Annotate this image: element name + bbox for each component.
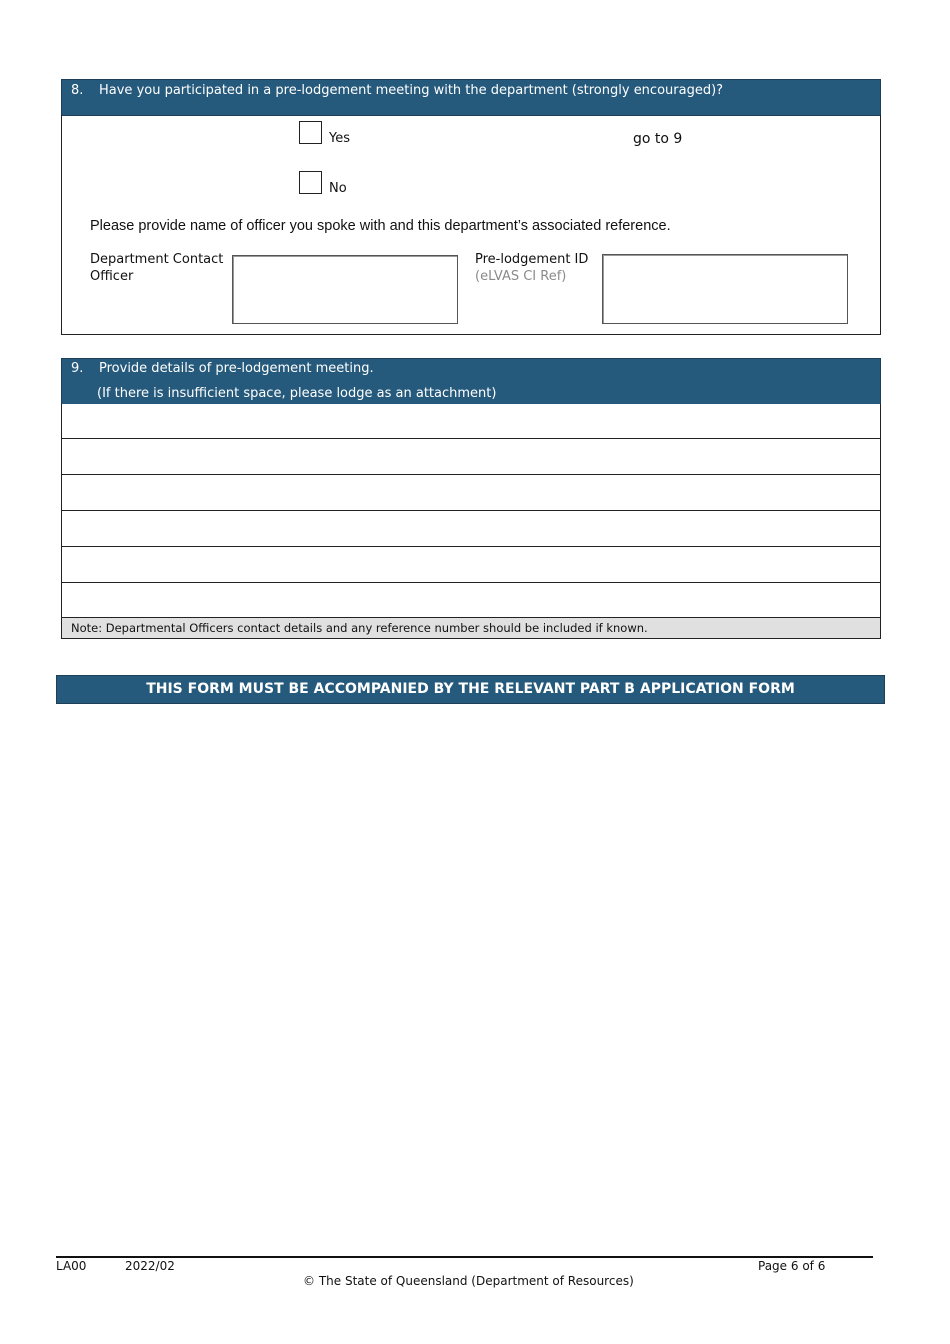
details-line[interactable]: [61, 511, 881, 547]
footer-page-number: Page 6 of 6: [758, 1259, 826, 1273]
details-line[interactable]: [61, 475, 881, 511]
footer-version: 2022/02: [125, 1259, 175, 1273]
prelodgement-id-label-text: Pre-lodgement ID: [475, 252, 589, 267]
no-label: No: [329, 181, 347, 196]
contact-officer-label-text: Department Contact Officer: [90, 252, 224, 284]
details-line[interactable]: [61, 439, 881, 475]
section-9-subtext: (If there is insufficient space, please lodge as an attachment): [97, 386, 497, 401]
contact-officer-label: [90, 251, 228, 285]
section-9-note: Note: Departmental Officers contact details and any reference number should be included if known.: [61, 617, 881, 639]
section-9-question: Provide details of pre-lodgement meeting.: [99, 361, 374, 376]
footer-form-code: LA00: [56, 1259, 87, 1273]
footer-divider: [56, 1256, 873, 1258]
yes-checkbox[interactable]: [299, 121, 322, 144]
section-9-header: [61, 358, 881, 405]
footer-copyright: © The State of Queensland (Department of Resources): [303, 1274, 634, 1288]
prelodgement-id-input[interactable]: [602, 254, 848, 324]
details-line[interactable]: [61, 583, 881, 618]
yes-label: Yes: [329, 131, 350, 146]
details-line[interactable]: [61, 404, 881, 439]
yes-goto-text: go to 9: [633, 131, 683, 147]
prelodgement-id-sublabel: (eLVAS CI Ref): [475, 269, 567, 284]
section-9-number: 9.: [71, 361, 84, 376]
section-9-details-area: [61, 404, 881, 618]
part-b-banner: THIS FORM MUST BE ACCOMPANIED BY THE RELEVANT PART B APPLICATION FORM: [56, 675, 885, 704]
contact-officer-input[interactable]: [232, 255, 458, 324]
section-8-header: [61, 79, 881, 116]
no-checkbox[interactable]: [299, 171, 322, 194]
officer-instruction: Please provide name of officer you spoke with and this department’s associated reference.: [90, 218, 671, 234]
section-8-number: 8.: [71, 83, 84, 98]
section-8-question: Have you participated in a pre-lodgement meeting with the department (strongly encouraged)?: [99, 83, 724, 98]
details-line[interactable]: [61, 547, 881, 583]
prelodgement-id-label: [475, 251, 600, 285]
